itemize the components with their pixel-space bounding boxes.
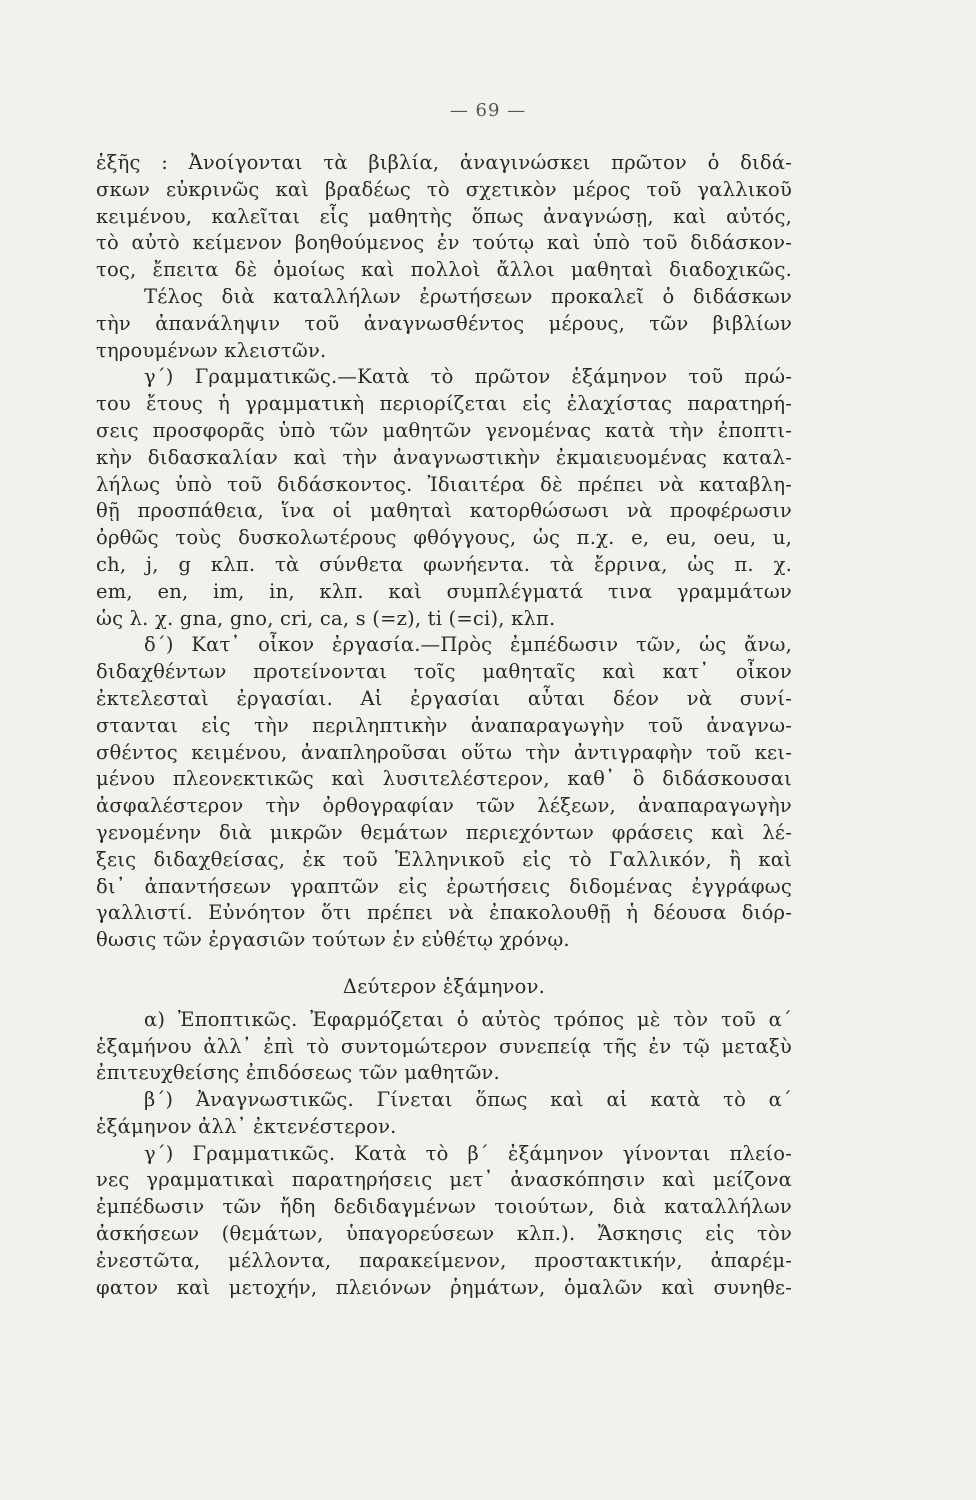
body-text [96, 150, 792, 1301]
text-line: τὴν ἀπανάληψιν τοῦ ἀναγνωσθέντος μέρους, τῶν βιβλίων [96, 311, 792, 335]
text-line: ἑξαμήνου ἀλλ᾽ ἐπὶ τὸ συντομώτερον συνεπείᾳ τῆς ἐν τῷ μεταξὺ [96, 1034, 792, 1058]
text-line: κειμένου, καλεῖται εἷς μαθητὴς ὅπως ἀναγνώσῃ, καὶ αὐτός, [96, 204, 792, 228]
text-line: θῇ προσπάθεια, ἵνα οἱ μαθηταὶ κατορθώσωσι νὰ προφέρωσιν [96, 499, 792, 523]
text-line: διδαχθέντων προτείνονται τοῖς μαθηταῖς καὶ κατ᾽ οἶκον [96, 660, 792, 684]
text-line: ἀσφαλέστερον τὴν ὀρθογραφίαν τῶν λέξεων, ἀναπαραγωγὴν [96, 794, 792, 818]
text-line: α) Ἐποπτικῶς. Ἐφαρμόζεται ὁ αὐτὸς τρόπος μὲ τὸν τοῦ α΄ [144, 1007, 792, 1031]
text-line: στανται εἰς τὴν περιληπτικὴν ἀναπαραγωγὴν τοῦ ἀναγνω- [96, 713, 792, 737]
text-line: σεις προσφορᾶς ὑπὸ τῶν μαθητῶν γενομένας κατὰ τὴν ἐποπτι- [96, 418, 792, 442]
text-line: δ΄) Κατ᾽ οἶκον ἐργασία.—Πρὸς ἐμπέδωσιν τῶν, ὡς ἄνω, [144, 633, 792, 657]
text-line: γ΄) Γραμματικῶς. Κατὰ τὸ β΄ ἑξάμηνον γίνονται πλείο- [144, 1141, 792, 1165]
text-line: ὀρθῶς τοὺς δυσκολωτέρους φθόγγους, ὡς π.χ. e, eu, oeu, u, [96, 526, 792, 550]
text-line: ξεις διδαχθείσας, ἐκ τοῦ Ἑλληνικοῦ εἰς τὸ Γαλλικόν, ἢ καὶ [96, 847, 792, 871]
text-line: β΄) Ἀναγνωστικῶς. Γίνεται ὅπως καὶ αἱ κατὰ τὸ α΄ [144, 1088, 792, 1112]
text-line: ἐπιτευχθείσης ἐπιδόσεως τῶν μαθητῶν. [96, 1061, 500, 1085]
text-line: γ΄) Γραμματικῶς.—Κατὰ τὸ πρῶτον ἑξάμηνον τοῦ πρώ- [144, 365, 792, 389]
text-line: ἑξάμηνον ἀλλ᾽ ἐκτενέστερον. [96, 1114, 397, 1138]
text-line: φατον καὶ μετοχήν, πλειόνων ῥημάτων, ὁμαλῶν καὶ συνηθε- [96, 1275, 792, 1299]
text-line: σκων εὐκρινῶς καὶ βραδέως τὸ σχετικὸν μέρος τοῦ γαλλικοῦ [96, 177, 792, 201]
text-line: γαλλιστί. Εὐνόητον ὅτι πρέπει νὰ ἐπακολουθῇ ἡ δέουσα διόρ- [96, 901, 792, 925]
text-line: του ἔτους ἡ γραμματικὴ περιορίζεται εἰς ἐλαχίστας παρατηρή- [96, 392, 792, 416]
text-line: σθέντος κειμένου, ἀναπληροῦσαι οὕτω τὴν ἀντιγραφὴν τοῦ κει- [96, 740, 792, 764]
text-line: τηρουμένων κλειστῶν. [96, 338, 327, 362]
text-line: Τέλος διὰ καταλλήλων ἐρωτήσεων προκαλεῖ ὁ διδάσκων [144, 284, 792, 308]
text-line: ἐκτελεσταὶ ἐργασίαι. Αἱ ἐργασίαι αὗται δέον νὰ συνί- [96, 686, 792, 710]
page-number: — 69 — [449, 100, 527, 121]
text-line: τος, ἔπειτα δὲ ὁμοίως καὶ πολλοὶ ἄλλοι μαθηταὶ διαδοχικῶς. [96, 258, 792, 282]
section-heading: Δεύτερον ἑξάμηνον. [342, 974, 546, 998]
text-line: γενομένην διὰ μικρῶν θεμάτων περιεχόντων φράσεις καὶ λέ- [96, 820, 792, 844]
text-line: ἑξῆς : Ἀνοίγονται τὰ βιβλία, ἀναγινώσκει πρῶτον ὁ διδά- [96, 151, 792, 174]
text-line: λήλως ὑπὸ τοῦ διδάσκοντος. Ἰδιαιτέρα δὲ πρέπει νὰ καταβλη- [96, 472, 792, 496]
text-line: τὸ αὐτὸ κείμενον βοηθούμενος ἐν τούτῳ καὶ ὑπὸ τοῦ διδάσκον- [96, 231, 792, 255]
text-line: νες γραμματικαὶ παρατηρήσεις μετ᾽ ἀνασκόπησιν καὶ μείζονα [96, 1168, 792, 1192]
text-line: μένου πλεονεκτικῶς καὶ λυσιτελέστερον, καθ᾽ ὃ διδάσκουσαι [96, 767, 792, 791]
text-line: θωσις τῶν ἐργασιῶν τούτων ἐν εὐθέτῳ χρόνῳ. [96, 928, 570, 952]
text-line: ch, j, g κλπ. τὰ σύνθετα φωνήεντα. τὰ ἔρρινα, ὡς π. χ. [96, 552, 792, 576]
text-line: ἐνεστῶτα, μέλλοντα, παρακείμενον, προστακτικήν, ἀπαρέμ- [96, 1248, 792, 1272]
text-line: ἐμπέδωσιν τῶν ἤδη δεδιδαγμένων τοιούτων, διὰ καταλλήλων [96, 1195, 792, 1219]
text-line: κὴν διδασκαλίαν καὶ τὴν ἀναγνωστικὴν ἐκμαιευομένας καταλ- [96, 445, 792, 469]
text-line: em, en, im, in, κλπ. καὶ συμπλέγματά τινα γραμμάτων [96, 579, 792, 603]
text-line: δι᾽ ἀπαντήσεων γραπτῶν εἰς ἐρωτήσεις διδομένας ἐγγράφως [96, 874, 792, 898]
text-line: ἀσκήσεων (θεμάτων, ὑπαγορεύσεων κλπ.). Ἄσκησις εἰς τὸν [96, 1222, 792, 1246]
text-line: ὡς λ. χ. gna, gno, cri, ca, s (=z), ti (=ci), κλπ. [96, 606, 556, 630]
